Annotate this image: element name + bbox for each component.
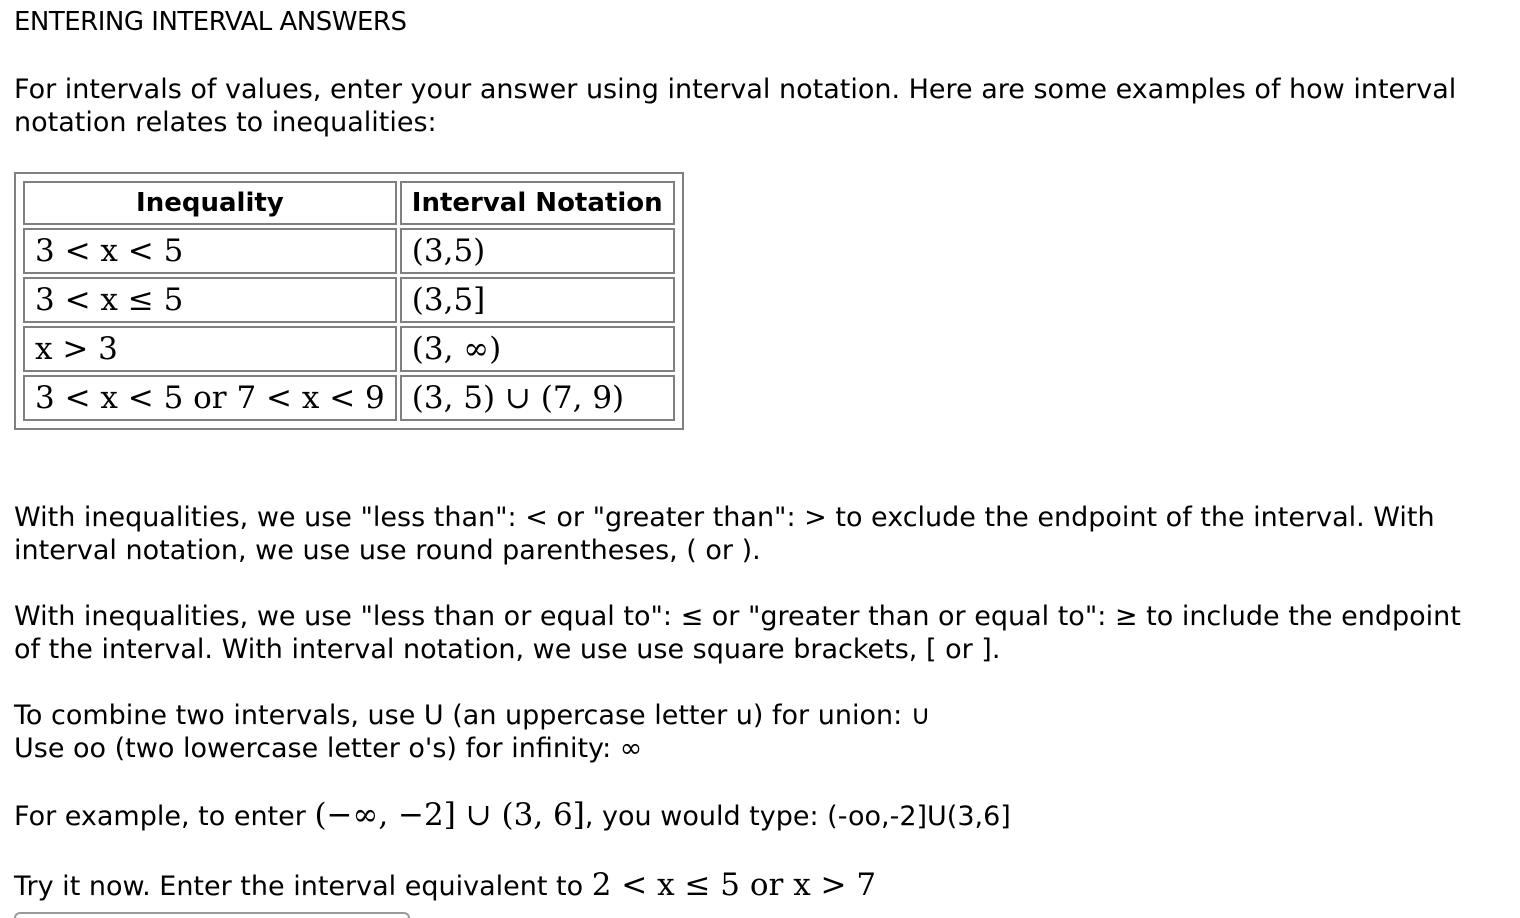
include-endpoint-paragraph: [14, 600, 1461, 666]
interval-cell: (3,5]: [400, 277, 675, 323]
intro-paragraph: [14, 73, 1457, 139]
intro-line-1: For intervals of values, enter your answer using interval notation. Here are some examples of how interval: [14, 74, 1457, 105]
example-middle: , you would type:: [584, 801, 828, 832]
exclude-endpoint-paragraph: [14, 501, 1435, 567]
union-line: To combine two intervals, use U (an uppercase letter u) for union: ∪: [14, 700, 931, 731]
try-it-paragraph: [14, 869, 1414, 903]
inequality-cell: 3 < x < 5: [23, 228, 397, 274]
header-interval-notation: Interval Notation: [400, 181, 675, 225]
example-prefix: For example, to enter: [14, 801, 315, 832]
header-inequality: Inequality: [23, 181, 397, 225]
table-header-row: [23, 181, 675, 225]
try-math: 2 < x ≤ 5 or x > 7: [591, 867, 877, 903]
table-row: [23, 277, 675, 323]
interval-cell: (3, ∞): [400, 326, 675, 372]
example-paragraph: [14, 799, 1414, 833]
interval-cell: (3,5): [400, 228, 675, 274]
exclude-line-1: With inequalities, we use "less than": < or "greater than": > to exclude the endpoint of the interval. With: [14, 502, 1435, 533]
intro-line-2: notation relates to inequalities:: [14, 107, 437, 138]
table-row: [23, 375, 675, 421]
interval-examples-table: [20, 178, 678, 424]
table-row: [23, 326, 675, 372]
interval-cell: (3, 5) ∪ (7, 9): [400, 375, 675, 421]
inequality-cell: x > 3: [23, 326, 397, 372]
include-line-2: of the interval. With interval notation, we use use square brackets, [ or ].: [14, 634, 1001, 665]
inequality-cell: 3 < x ≤ 5: [23, 277, 397, 323]
interval-examples-table-frame: [14, 172, 684, 430]
example-math: (−∞, −2] ∪ (3, 6]: [314, 797, 585, 833]
union-infinity-paragraph: [14, 699, 1414, 765]
include-line-1: With inequalities, we use "less than or equal to": ≤ or "greater than or equal to": ≥ to include the endpoint: [14, 601, 1461, 632]
table-row: [23, 228, 675, 274]
try-prefix: Try it now. Enter the interval equivalent to: [14, 871, 592, 902]
page-title: ENTERING INTERVAL ANSWERS: [14, 7, 407, 37]
example-typed: (-oo,-2]U(3,6]: [827, 801, 1011, 832]
infinity-line: Use oo (two lowercase letter o's) for infinity: ∞: [14, 733, 643, 764]
exclude-line-2: interval notation, we use use round parentheses, ( or ).: [14, 535, 761, 566]
answer-input[interactable]: [14, 912, 410, 918]
inequality-cell: 3 < x < 5 or 7 < x < 9: [23, 375, 397, 421]
